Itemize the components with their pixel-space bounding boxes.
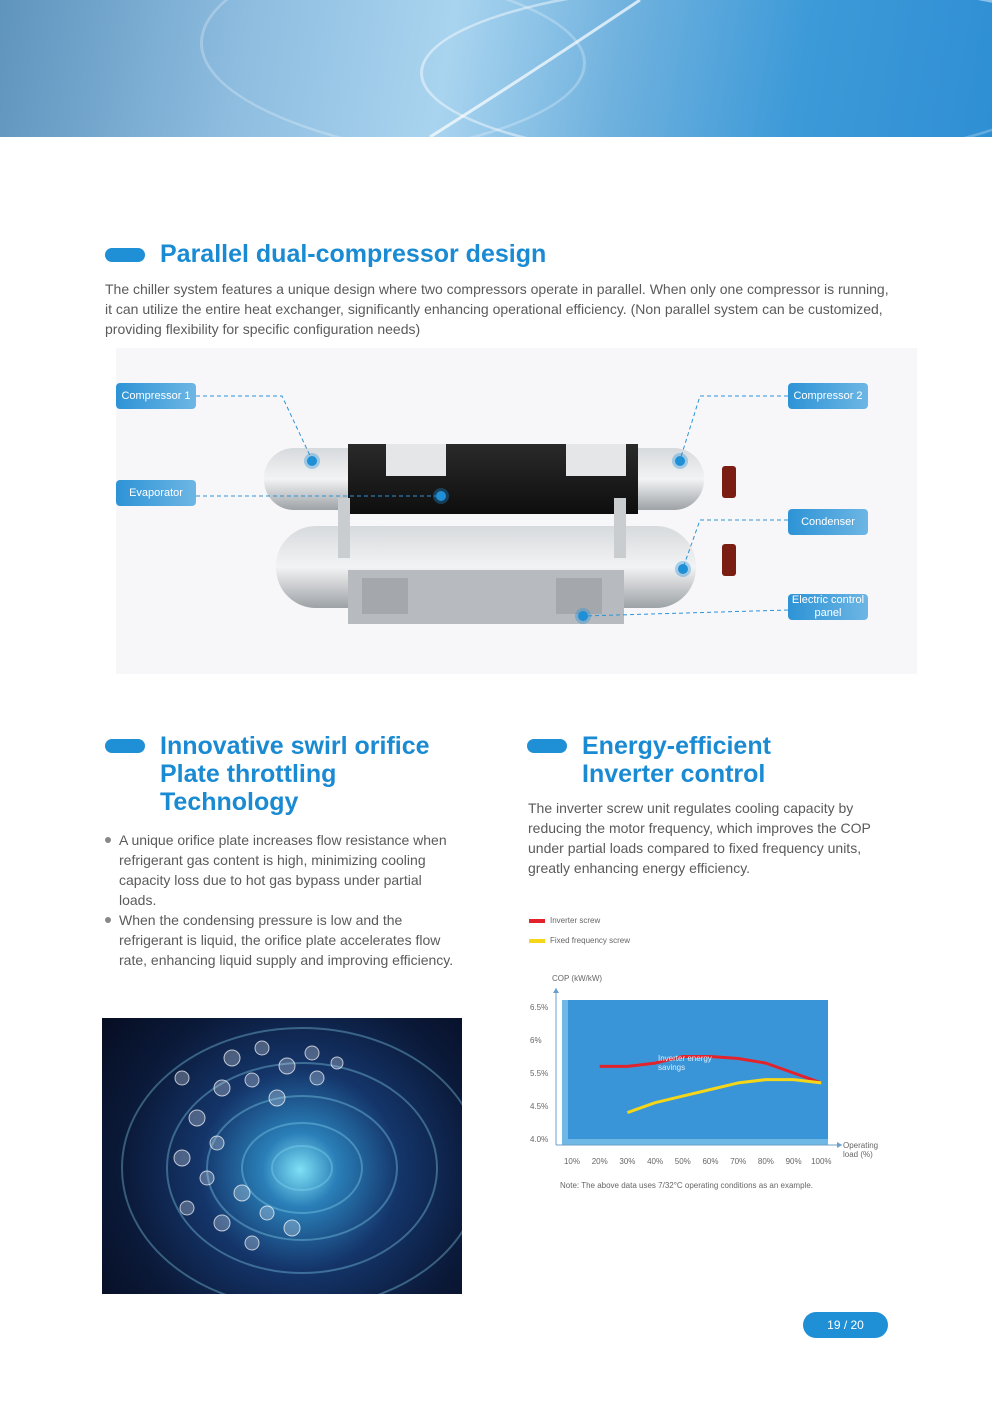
x-tick-label: 20% bbox=[591, 1157, 608, 1166]
compressor-1-marker bbox=[307, 456, 317, 466]
legend-swatch bbox=[529, 939, 545, 943]
x-tick-label: 30% bbox=[619, 1157, 636, 1166]
legend-fixed bbox=[529, 936, 630, 945]
x-tick-label: 80% bbox=[757, 1157, 774, 1166]
plot-bottom-edge bbox=[562, 1139, 828, 1145]
condenser-label: Condenser bbox=[788, 509, 868, 535]
electric-control-panel-label: Electric control panel bbox=[788, 594, 868, 620]
y-tick-label: 4.5% bbox=[530, 1102, 549, 1111]
title-line: Inverter control bbox=[582, 760, 766, 788]
y-tick-label: 4.0% bbox=[530, 1135, 549, 1144]
annotation-label: Inverter energy savings bbox=[658, 1054, 712, 1072]
x-tick-label: 70% bbox=[730, 1157, 747, 1166]
bullet-list bbox=[105, 830, 460, 970]
chiller-diagram bbox=[116, 348, 917, 674]
title-line: Energy-efficient bbox=[582, 732, 771, 760]
list-item: When the condensing pressure is low and the refrigerant is liquid, the orifice plate accelerates flow rate, enhancing liquid supply and improving efficiency. bbox=[105, 910, 460, 970]
y-axis-arrow bbox=[553, 988, 559, 993]
compressor-1-label: Compressor 1 bbox=[116, 383, 196, 409]
list-item: A unique orifice plate increases flow resistance when refrigerant gas content is high, minimizing cooling capacity loss due to hot gas bypass under partial loads. bbox=[105, 830, 460, 910]
title-line: Innovative swirl orifice bbox=[160, 732, 430, 760]
section-title bbox=[160, 732, 430, 816]
x-tick-label: 40% bbox=[647, 1157, 664, 1166]
chart-note: Note: The above data uses 7/32°C operating conditions as an example. bbox=[560, 1181, 813, 1190]
title-line: Technology bbox=[160, 788, 299, 816]
section-body: The chiller system features a unique design where two compressors operate in parallel. When only one compressor is running, it can utilize the entire heat exchanger, significantly enhancing operational efficiency. (Non parallel system can be customized, providing flexibility for specific configuration needs) bbox=[105, 281, 889, 337]
compressor-2-label: Compressor 2 bbox=[788, 383, 868, 409]
panel-marker bbox=[578, 611, 588, 621]
section-marker bbox=[105, 739, 145, 753]
section-title: Parallel dual-compressor design bbox=[160, 240, 547, 268]
cop-chart bbox=[520, 970, 900, 1200]
section-body: The inverter screw unit regulates cooling capacity by reducing the motor frequency, which improves the COP under partial loads compared to fixed frequency units, greatly enhancing energy efficiency. bbox=[528, 800, 871, 876]
y-tick-label: 5.5% bbox=[530, 1069, 549, 1078]
header-banner-image bbox=[0, 0, 992, 137]
evaporator-marker bbox=[436, 491, 446, 501]
y-axis-label: COP (kW/kW) bbox=[552, 974, 603, 983]
legend-swatch bbox=[529, 919, 545, 923]
banner-streak bbox=[0, 0, 992, 137]
x-tick-label: 90% bbox=[785, 1157, 802, 1166]
section-marker bbox=[105, 248, 145, 262]
swirl-graphic bbox=[102, 1018, 462, 1294]
section-marker bbox=[527, 739, 567, 753]
x-tick-label: 60% bbox=[702, 1157, 719, 1166]
legend-inverter bbox=[529, 916, 600, 925]
x-axis-label: Operating load (%) bbox=[843, 1141, 879, 1159]
x-tick-label: 100% bbox=[811, 1157, 832, 1166]
legend-label: Fixed frequency screw bbox=[550, 936, 631, 945]
evaporator-label: Evaporator bbox=[116, 480, 196, 506]
section-title bbox=[582, 732, 771, 788]
plot-left-edge bbox=[562, 1000, 568, 1145]
condenser-marker bbox=[678, 564, 688, 574]
x-axis-arrow bbox=[837, 1142, 842, 1148]
y-tick-label: 6.5% bbox=[530, 1003, 549, 1012]
title-line: Plate throttling bbox=[160, 760, 337, 788]
y-tick-label: 6% bbox=[530, 1036, 542, 1045]
x-tick-label: 10% bbox=[563, 1157, 581, 1166]
legend-label: Inverter screw bbox=[550, 916, 601, 925]
compressor-2-marker bbox=[675, 456, 685, 466]
page-indicator: 19 / 20 bbox=[803, 1312, 888, 1338]
cop-chart-svg bbox=[520, 970, 900, 1200]
x-tick-label: 50% bbox=[674, 1157, 691, 1166]
swirl-water-photo bbox=[102, 1018, 462, 1294]
